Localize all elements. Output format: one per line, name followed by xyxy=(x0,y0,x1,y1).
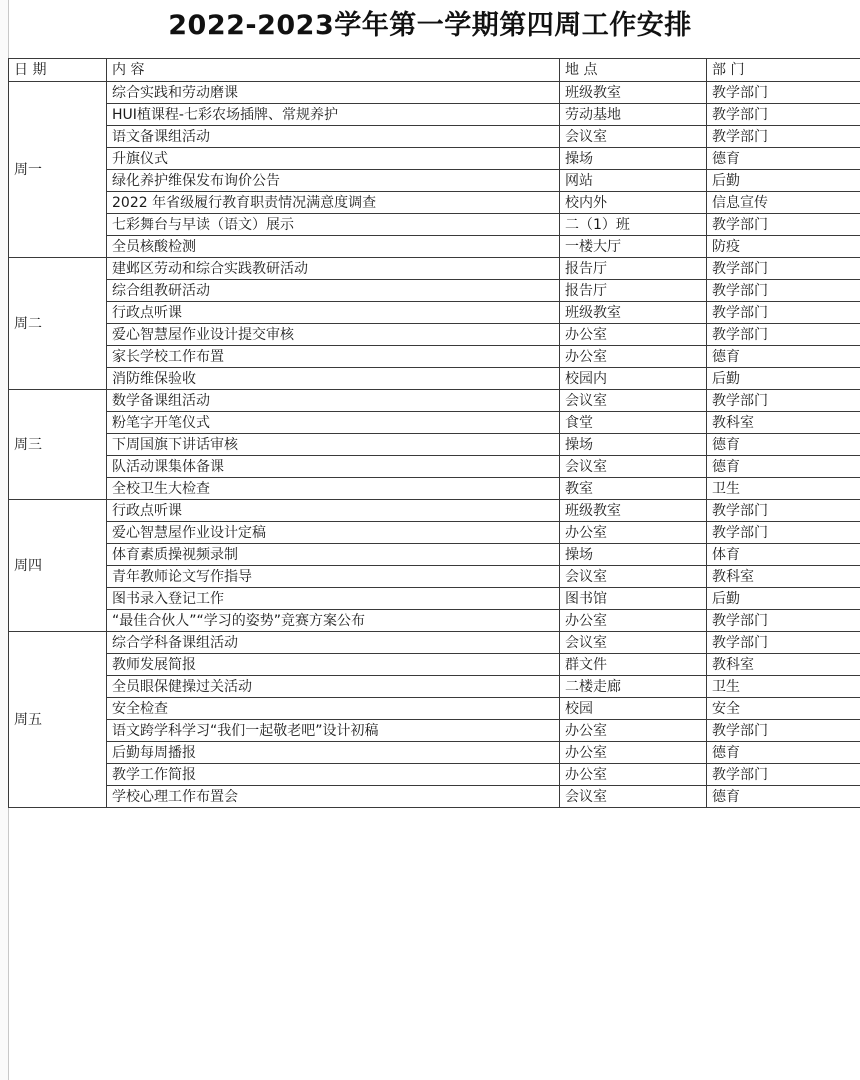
table-row xyxy=(9,390,860,412)
place-cell: 劳动基地 xyxy=(560,104,707,126)
content-cell: 升旗仪式 xyxy=(107,148,560,170)
dept-cell: 德育 xyxy=(707,742,860,764)
content-cell: 行政点听课 xyxy=(107,302,560,324)
header-place: 地 点 xyxy=(560,59,707,82)
table-row xyxy=(9,676,860,698)
place-cell: 办公室 xyxy=(560,522,707,544)
content-cell: 绿化养护维保发布询价公告 xyxy=(107,170,560,192)
place-cell: 会议室 xyxy=(560,632,707,654)
content-cell: 全员眼保健操过关活动 xyxy=(107,676,560,698)
place-cell: 图书馆 xyxy=(560,588,707,610)
header-dept: 部 门 xyxy=(707,59,860,82)
table-row xyxy=(9,456,860,478)
content-cell: 消防维保验收 xyxy=(107,368,560,390)
header-day: 日 期 xyxy=(9,59,107,82)
table-row xyxy=(9,302,860,324)
content-cell: “最佳合伙人”“学习的姿势”竞赛方案公布 xyxy=(107,610,560,632)
content-cell: 语文备课组活动 xyxy=(107,126,560,148)
content-cell: 全员核酸检测 xyxy=(107,236,560,258)
dept-cell: 教学部门 xyxy=(707,214,860,236)
content-cell: 爱心智慧屋作业设计提交审核 xyxy=(107,324,560,346)
dept-cell: 防疫 xyxy=(707,236,860,258)
place-cell: 班级教室 xyxy=(560,82,707,104)
dept-cell: 教学部门 xyxy=(707,302,860,324)
content-cell: 全校卫生大检查 xyxy=(107,478,560,500)
place-cell: 办公室 xyxy=(560,610,707,632)
table-row xyxy=(9,720,860,742)
content-cell: 语文跨学科学习“我们一起敬老吧”设计初稿 xyxy=(107,720,560,742)
dept-cell: 教学部门 xyxy=(707,500,860,522)
day-cell-friday: 周五 xyxy=(9,632,107,808)
place-cell: 二（1）班 xyxy=(560,214,707,236)
place-cell: 报告厅 xyxy=(560,258,707,280)
table-row xyxy=(9,82,860,104)
place-cell: 办公室 xyxy=(560,764,707,786)
dept-cell: 卫生 xyxy=(707,478,860,500)
content-cell: 青年教师论文写作指导 xyxy=(107,566,560,588)
dept-cell: 教学部门 xyxy=(707,390,860,412)
place-cell: 操场 xyxy=(560,434,707,456)
dept-cell: 教学部门 xyxy=(707,324,860,346)
table-row xyxy=(9,522,860,544)
dept-cell: 教科室 xyxy=(707,566,860,588)
content-cell: 家长学校工作布置 xyxy=(107,346,560,368)
content-cell: 粉笔字开笔仪式 xyxy=(107,412,560,434)
dept-cell: 教学部门 xyxy=(707,82,860,104)
table-row xyxy=(9,170,860,192)
day-cell-tuesday: 周二 xyxy=(9,258,107,390)
content-cell: 综合学科备课组活动 xyxy=(107,632,560,654)
table-row xyxy=(9,434,860,456)
place-cell: 班级教室 xyxy=(560,302,707,324)
dept-cell: 信息宣传 xyxy=(707,192,860,214)
place-cell: 办公室 xyxy=(560,346,707,368)
table-row xyxy=(9,478,860,500)
content-cell: 安全检查 xyxy=(107,698,560,720)
table-row xyxy=(9,654,860,676)
content-cell: 综合实践和劳动磨课 xyxy=(107,82,560,104)
table-row xyxy=(9,610,860,632)
table-row xyxy=(9,588,860,610)
schedule-table xyxy=(8,58,860,808)
dept-cell: 教学部门 xyxy=(707,104,860,126)
header-row xyxy=(9,59,860,82)
place-cell: 校园 xyxy=(560,698,707,720)
dept-cell: 德育 xyxy=(707,456,860,478)
table-row xyxy=(9,632,860,654)
place-cell: 班级教室 xyxy=(560,500,707,522)
content-cell: HUI植课程-七彩农场插牌、常规养护 xyxy=(107,104,560,126)
place-cell: 校内外 xyxy=(560,192,707,214)
table-row xyxy=(9,280,860,302)
place-cell: 校园内 xyxy=(560,368,707,390)
day-cell-wednesday: 周三 xyxy=(9,390,107,500)
table-row xyxy=(9,236,860,258)
dept-cell: 卫生 xyxy=(707,676,860,698)
place-cell: 教室 xyxy=(560,478,707,500)
table-row xyxy=(9,742,860,764)
day-cell-monday: 周一 xyxy=(9,82,107,258)
table-row xyxy=(9,126,860,148)
table-row xyxy=(9,148,860,170)
dept-cell: 教科室 xyxy=(707,654,860,676)
table-row xyxy=(9,104,860,126)
content-cell: 体育素质操视频录制 xyxy=(107,544,560,566)
table-row xyxy=(9,368,860,390)
dept-cell: 安全 xyxy=(707,698,860,720)
dept-cell: 德育 xyxy=(707,346,860,368)
content-cell: 教师发展简报 xyxy=(107,654,560,676)
dept-cell: 教学部门 xyxy=(707,522,860,544)
dept-cell: 教学部门 xyxy=(707,632,860,654)
place-cell: 会议室 xyxy=(560,786,707,808)
table-row xyxy=(9,786,860,808)
dept-cell: 教学部门 xyxy=(707,764,860,786)
content-cell: 行政点听课 xyxy=(107,500,560,522)
table-row xyxy=(9,544,860,566)
place-cell: 会议室 xyxy=(560,390,707,412)
place-cell: 会议室 xyxy=(560,126,707,148)
table-row xyxy=(9,214,860,236)
content-cell: 学校心理工作布置会 xyxy=(107,786,560,808)
table-row xyxy=(9,566,860,588)
dept-cell: 教学部门 xyxy=(707,126,860,148)
dept-cell: 德育 xyxy=(707,434,860,456)
dept-cell: 教学部门 xyxy=(707,610,860,632)
content-cell: 图书录入登记工作 xyxy=(107,588,560,610)
dept-cell: 德育 xyxy=(707,148,860,170)
table-row xyxy=(9,324,860,346)
table-row xyxy=(9,412,860,434)
content-cell: 后勤每周播报 xyxy=(107,742,560,764)
place-cell: 食堂 xyxy=(560,412,707,434)
place-cell: 办公室 xyxy=(560,324,707,346)
dept-cell: 后勤 xyxy=(707,368,860,390)
content-cell: 七彩舞台与早读（语文）展示 xyxy=(107,214,560,236)
day-cell-thursday: 周四 xyxy=(9,500,107,632)
place-cell: 报告厅 xyxy=(560,280,707,302)
place-cell: 操场 xyxy=(560,544,707,566)
place-cell: 办公室 xyxy=(560,720,707,742)
dept-cell: 教科室 xyxy=(707,412,860,434)
content-cell: 建邺区劳动和综合实践教研活动 xyxy=(107,258,560,280)
place-cell: 群文件 xyxy=(560,654,707,676)
dept-cell: 教学部门 xyxy=(707,280,860,302)
header-content: 内 容 xyxy=(107,59,560,82)
dept-cell: 教学部门 xyxy=(707,258,860,280)
content-cell: 爱心智慧屋作业设计定稿 xyxy=(107,522,560,544)
place-cell: 办公室 xyxy=(560,742,707,764)
page-title: 2022-2023学年第一学期第四周工作安排 xyxy=(168,10,692,41)
table-row xyxy=(9,346,860,368)
content-cell: 数学备课组活动 xyxy=(107,390,560,412)
dept-cell: 教学部门 xyxy=(707,720,860,742)
content-cell: 教学工作简报 xyxy=(107,764,560,786)
table-row xyxy=(9,698,860,720)
table-row xyxy=(9,192,860,214)
dept-cell: 后勤 xyxy=(707,170,860,192)
dept-cell: 体育 xyxy=(707,544,860,566)
place-cell: 会议室 xyxy=(560,456,707,478)
content-cell: 2022 年省级履行教育职责情况满意度调查 xyxy=(107,192,560,214)
place-cell: 操场 xyxy=(560,148,707,170)
table-row xyxy=(9,258,860,280)
place-cell: 一楼大厅 xyxy=(560,236,707,258)
dept-cell: 后勤 xyxy=(707,588,860,610)
dept-cell: 德育 xyxy=(707,786,860,808)
content-cell: 队活动课集体备课 xyxy=(107,456,560,478)
content-cell: 下周国旗下讲话审核 xyxy=(107,434,560,456)
place-cell: 二楼走廊 xyxy=(560,676,707,698)
table-row xyxy=(9,500,860,522)
content-cell: 综合组教研活动 xyxy=(107,280,560,302)
place-cell: 会议室 xyxy=(560,566,707,588)
table-row xyxy=(9,764,860,786)
place-cell: 网站 xyxy=(560,170,707,192)
